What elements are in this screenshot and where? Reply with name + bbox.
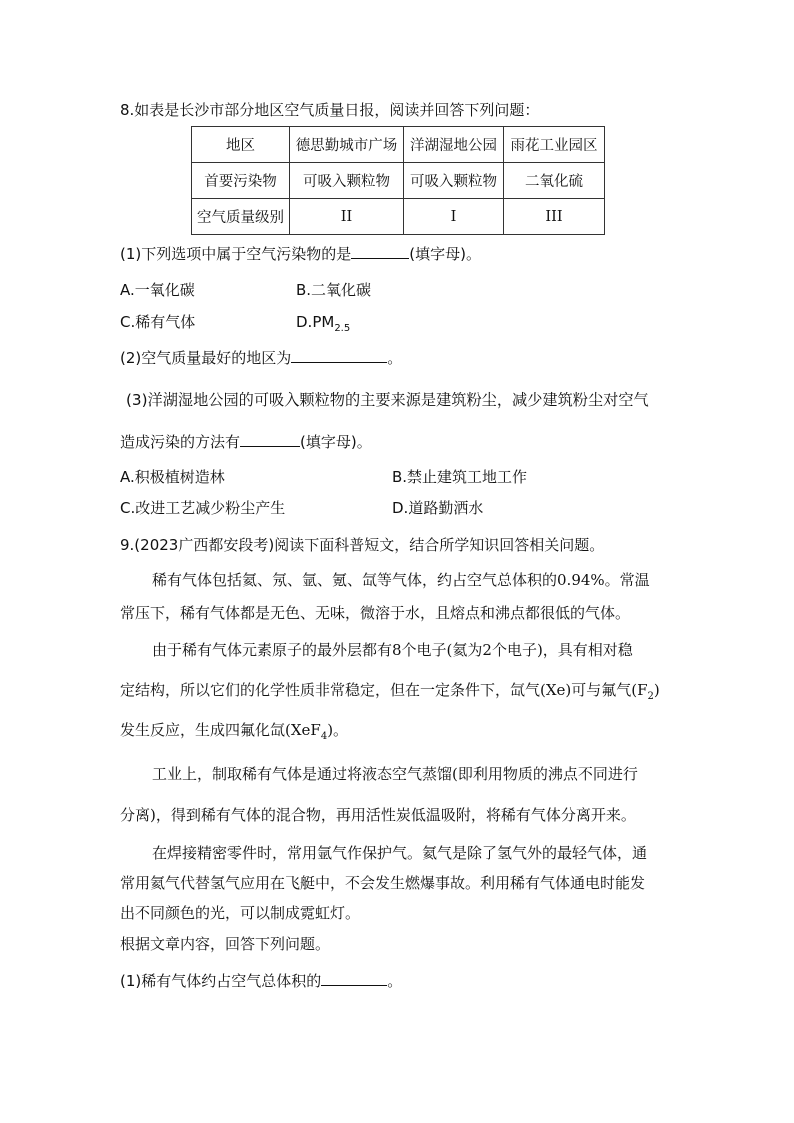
q8-sub1-suffix: (填字母)。 xyxy=(409,245,481,263)
q9-passage-p4-l2: 常用氦气代替氢气应用在飞艇中，不会发生燃爆事故。利用稀有气体通电时能发 xyxy=(120,874,646,892)
q8-option-c: C.稀有气体 xyxy=(120,313,196,331)
answer-blank[interactable] xyxy=(240,432,300,447)
q8-option-a: A.一氧化碳 xyxy=(120,281,195,299)
table-cell: 可吸入颗粒物 xyxy=(290,163,404,199)
q9-prompt: 根据文章内容，回答下列问题。 xyxy=(120,935,331,953)
air-quality-table xyxy=(191,126,605,235)
passage-subscript: 4 xyxy=(320,731,328,742)
q8-sub3-option-a: A.积极植树造林 xyxy=(120,468,225,486)
passage-subscript: 2 xyxy=(647,691,654,702)
q8-sub1 xyxy=(120,244,481,264)
passage-text: )。 xyxy=(327,721,349,739)
q9-passage-p2-l1: 由于稀有气体元素原子的最外层都有8个电子(氦为2个电子)，具有相对稳 xyxy=(152,641,633,659)
q8-sub3-text: 造成污染的方法有 xyxy=(120,433,241,451)
table-cell: 地区 xyxy=(192,127,290,163)
table-row xyxy=(192,199,605,235)
q8-option-d-subscript: 2.5 xyxy=(334,323,351,334)
q9-passage-p1-l2: 常压下，稀有气体都是无色、无味，微溶于水，且熔点和沸点都很低的气体。 xyxy=(120,604,631,622)
q9-passage-p2-l2 xyxy=(120,680,660,707)
answer-blank[interactable] xyxy=(321,971,387,986)
q9-passage-p3-l1: 工业上，制取稀有气体是通过将液态空气蒸馏(即利用物质的沸点不同进行 xyxy=(152,765,638,783)
table-row xyxy=(192,163,605,199)
q8-sub3-option-d: D.道路勤洒水 xyxy=(392,499,484,517)
table-cell: 二氧化硫 xyxy=(504,163,605,199)
q9-passage-p4-l1: 在焊接精密零件时，常用氩气作保护气。氦气是除了氢气外的最轻气体，通 xyxy=(152,844,648,862)
q8-sub3-option-b: B.禁止建筑工地工作 xyxy=(392,468,528,486)
q8-sub3-suffix: (填字母)。 xyxy=(300,433,372,451)
q8-option-d xyxy=(296,312,350,339)
table-cell: 首要污染物 xyxy=(192,163,290,199)
q9-passage-p3-l2: 分离)，得到稀有气体的混合物，再用活性炭低温吸附，将稀有气体分离开来。 xyxy=(120,806,636,824)
q9-sub1-text: (1)稀有气体约占空气总体积的 xyxy=(120,972,322,990)
passage-text: 定结构，所以它们的化学性质非常稳定，但在一定条件下，氙气(Xe)可与氟气(F xyxy=(120,681,648,699)
q8-sub2-suffix: 。 xyxy=(387,349,403,367)
passage-text: ) xyxy=(653,681,660,699)
q9-sub1 xyxy=(120,971,402,991)
q9-passage-p1-l1: 稀有气体包括氦、氖、氩、氪、氙等气体，约占空气总体积的0.94%。常温 xyxy=(152,571,650,589)
q9-sub1-suffix: 。 xyxy=(387,972,403,990)
table-cell: 雨花工业园区 xyxy=(504,127,605,163)
q9-passage-p2-l3 xyxy=(120,720,348,747)
q8-sub3-line2 xyxy=(120,432,372,452)
table-cell: 德思勤城市广场 xyxy=(290,127,404,163)
q8-option-b: B.二氧化碳 xyxy=(296,281,372,299)
q8-sub2-text: (2)空气质量最好的地区为 xyxy=(120,349,292,367)
table-cell: 可吸入颗粒物 xyxy=(404,163,504,199)
table-cell: I xyxy=(404,199,504,235)
q8-sub3-option-c: C.改进工艺减少粉尘产生 xyxy=(120,499,286,517)
table-cell: III xyxy=(504,199,605,235)
table-cell: II xyxy=(290,199,404,235)
q9-passage-p4-l3: 出不同颜色的光，可以制成霓虹灯。 xyxy=(120,904,361,922)
table-cell: 空气质量级别 xyxy=(192,199,290,235)
q9-stem: 9.(2023广西都安段考)阅读下面科普短文，结合所学知识回答相关问题。 xyxy=(120,536,605,554)
table-row xyxy=(192,127,605,163)
q8-sub2 xyxy=(120,348,402,368)
answer-blank[interactable] xyxy=(351,244,409,259)
passage-text: 发生反应，生成四氟化氙(XeF xyxy=(120,721,321,739)
table-cell: 洋湖湿地公园 xyxy=(404,127,504,163)
q8-stem: 8.如表是长沙市部分地区空气质量日报，阅读并回答下列问题： xyxy=(120,101,540,119)
answer-blank[interactable] xyxy=(291,348,387,363)
q8-sub3-line1: (3)洋湖湿地公园的可吸入颗粒物的主要来源是建筑粉尘，减少建筑粉尘对空气 xyxy=(126,391,649,409)
q8-sub1-text: (1)下列选项中属于空气污染物的是 xyxy=(120,245,352,263)
q8-option-d-text: D.PM xyxy=(296,313,335,331)
